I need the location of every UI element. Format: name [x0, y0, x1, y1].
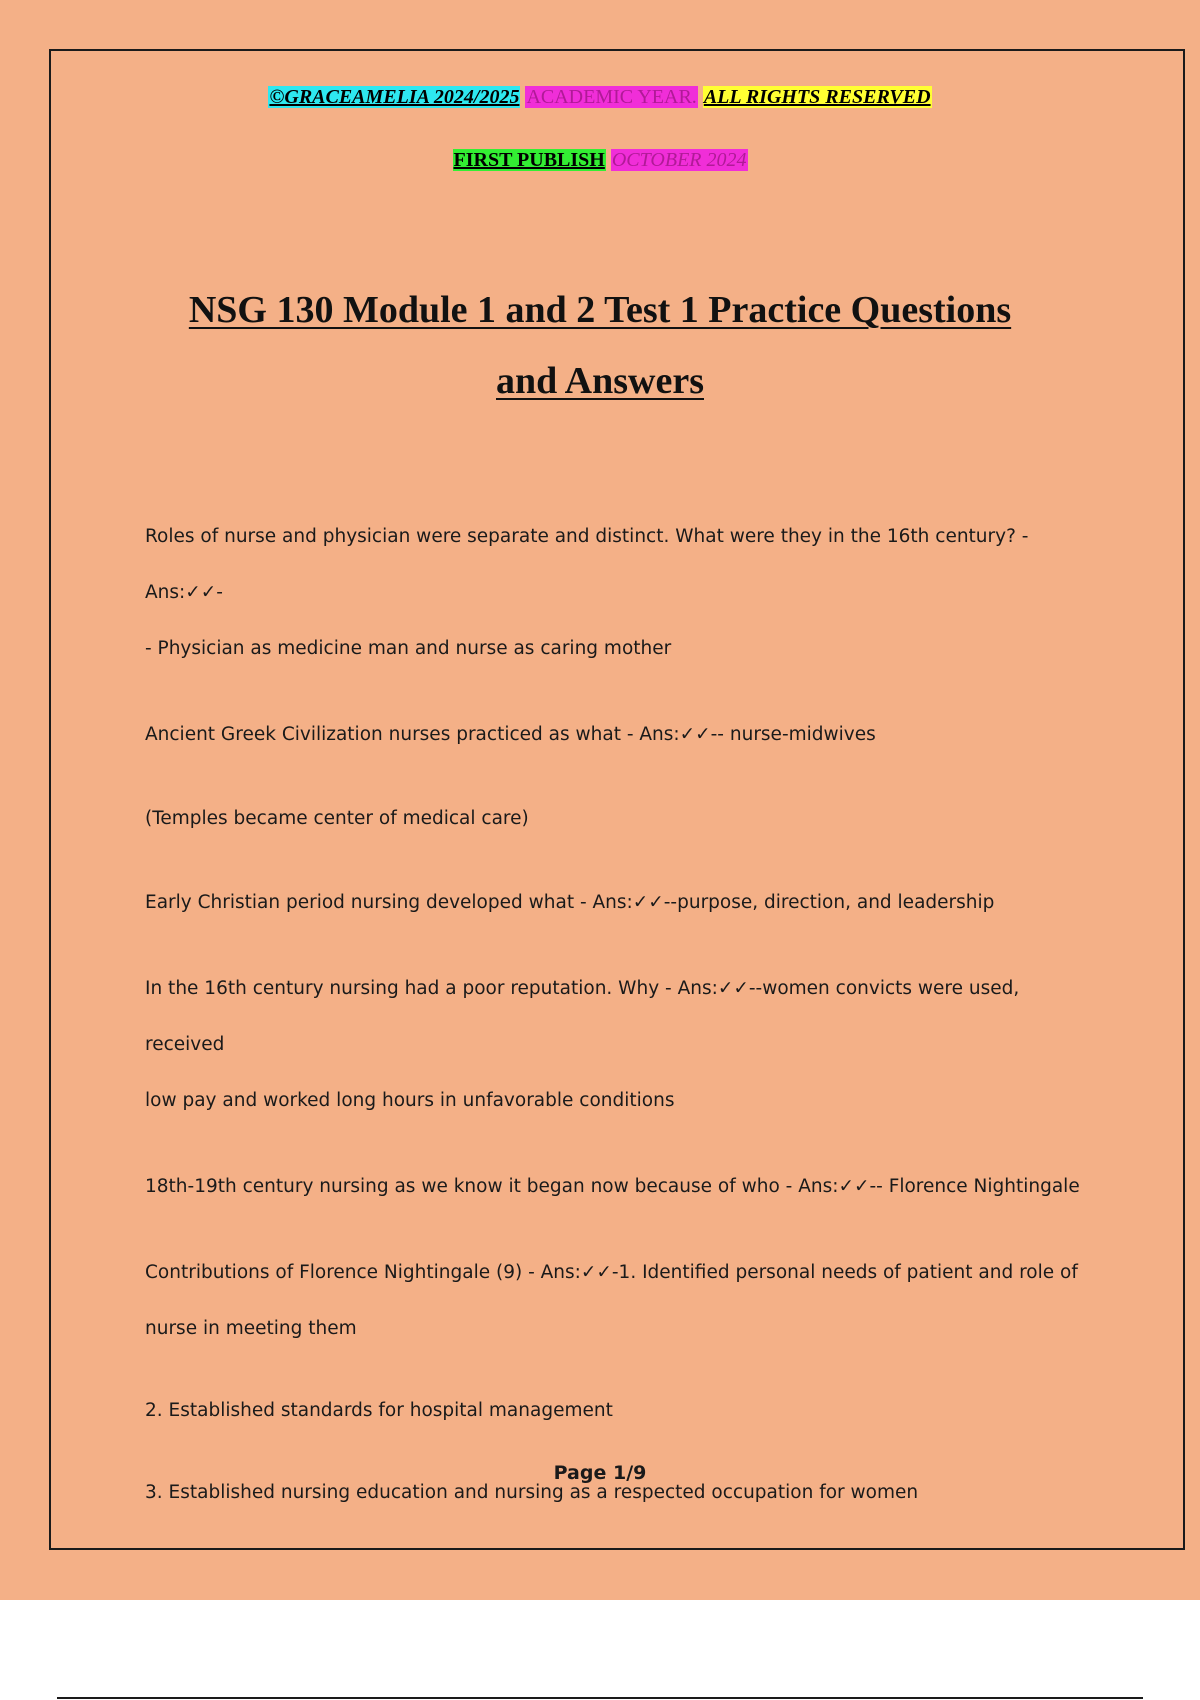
- qa-line: Roles of nurse and physician were separate and distinct. What were they in the 16th century? - Ans:✓✓-: [145, 526, 1029, 603]
- first-publish-text: FIRST PUBLISH: [453, 149, 605, 171]
- document-title: [0, 275, 1200, 417]
- qa-line: 2. Established standards for hospital management: [145, 1400, 613, 1421]
- publish-date-text: OCTOBER 2024: [611, 149, 747, 171]
- page-number: Page 1/9: [553, 1462, 647, 1484]
- qa-line: (Temples became center of medical care): [145, 808, 529, 829]
- qa-item: [145, 509, 1095, 677]
- qa-item: [145, 707, 1095, 763]
- publish-line: [0, 147, 1200, 173]
- qa-list: [145, 509, 1095, 1521]
- rights-reserved-text: ALL RIGHTS RESERVED: [703, 86, 931, 108]
- qa-line: Ancient Greek Civilization nurses practiced as what - Ans:✓✓-- nurse-midwives: [145, 724, 876, 745]
- copyright-text: ©GRACEAMELIA 2024/2025: [269, 86, 520, 108]
- title-line-1: NSG 130 Module 1 and 2 Test 1 Practice Questions: [188, 289, 1012, 331]
- qa-line: 3. Established nursing education and nursing as a respected occupation for women: [145, 1482, 919, 1503]
- qa-line: Contributions of Florence Nightingale (9) - Ans:✓✓-1. Identified personal needs of patient and role of: [145, 1262, 1078, 1283]
- qa-line: nurse in meeting them: [145, 1318, 357, 1339]
- qa-line: Early Christian period nursing developed what - Ans:✓✓--purpose, direction, and leadership: [145, 892, 995, 913]
- copyright-line: [0, 84, 1200, 110]
- qa-line: - Physician as medicine man and nurse as caring mother: [145, 638, 672, 659]
- qa-item: [145, 1245, 1095, 1357]
- qa-line: low pay and worked long hours in unfavorable conditions: [145, 1090, 675, 1111]
- title-line-2: and Answers: [496, 360, 704, 402]
- qa-item: [145, 961, 1095, 1129]
- qa-item: [145, 1159, 1095, 1215]
- qa-item: [145, 875, 1095, 931]
- academic-year-text: ACADEMIC YEAR.: [526, 86, 697, 108]
- next-page-top-rule: [57, 1697, 1143, 1699]
- qa-item: [145, 791, 1095, 847]
- qa-line: 18th-19th century nursing as we know it began now because of who - Ans:✓✓-- Florence Nightingale: [145, 1176, 1080, 1197]
- qa-item: [145, 1383, 1095, 1439]
- qa-line: In the 16th century nursing had a poor reputation. Why - Ans:✓✓--women convicts were used, received: [145, 978, 1020, 1055]
